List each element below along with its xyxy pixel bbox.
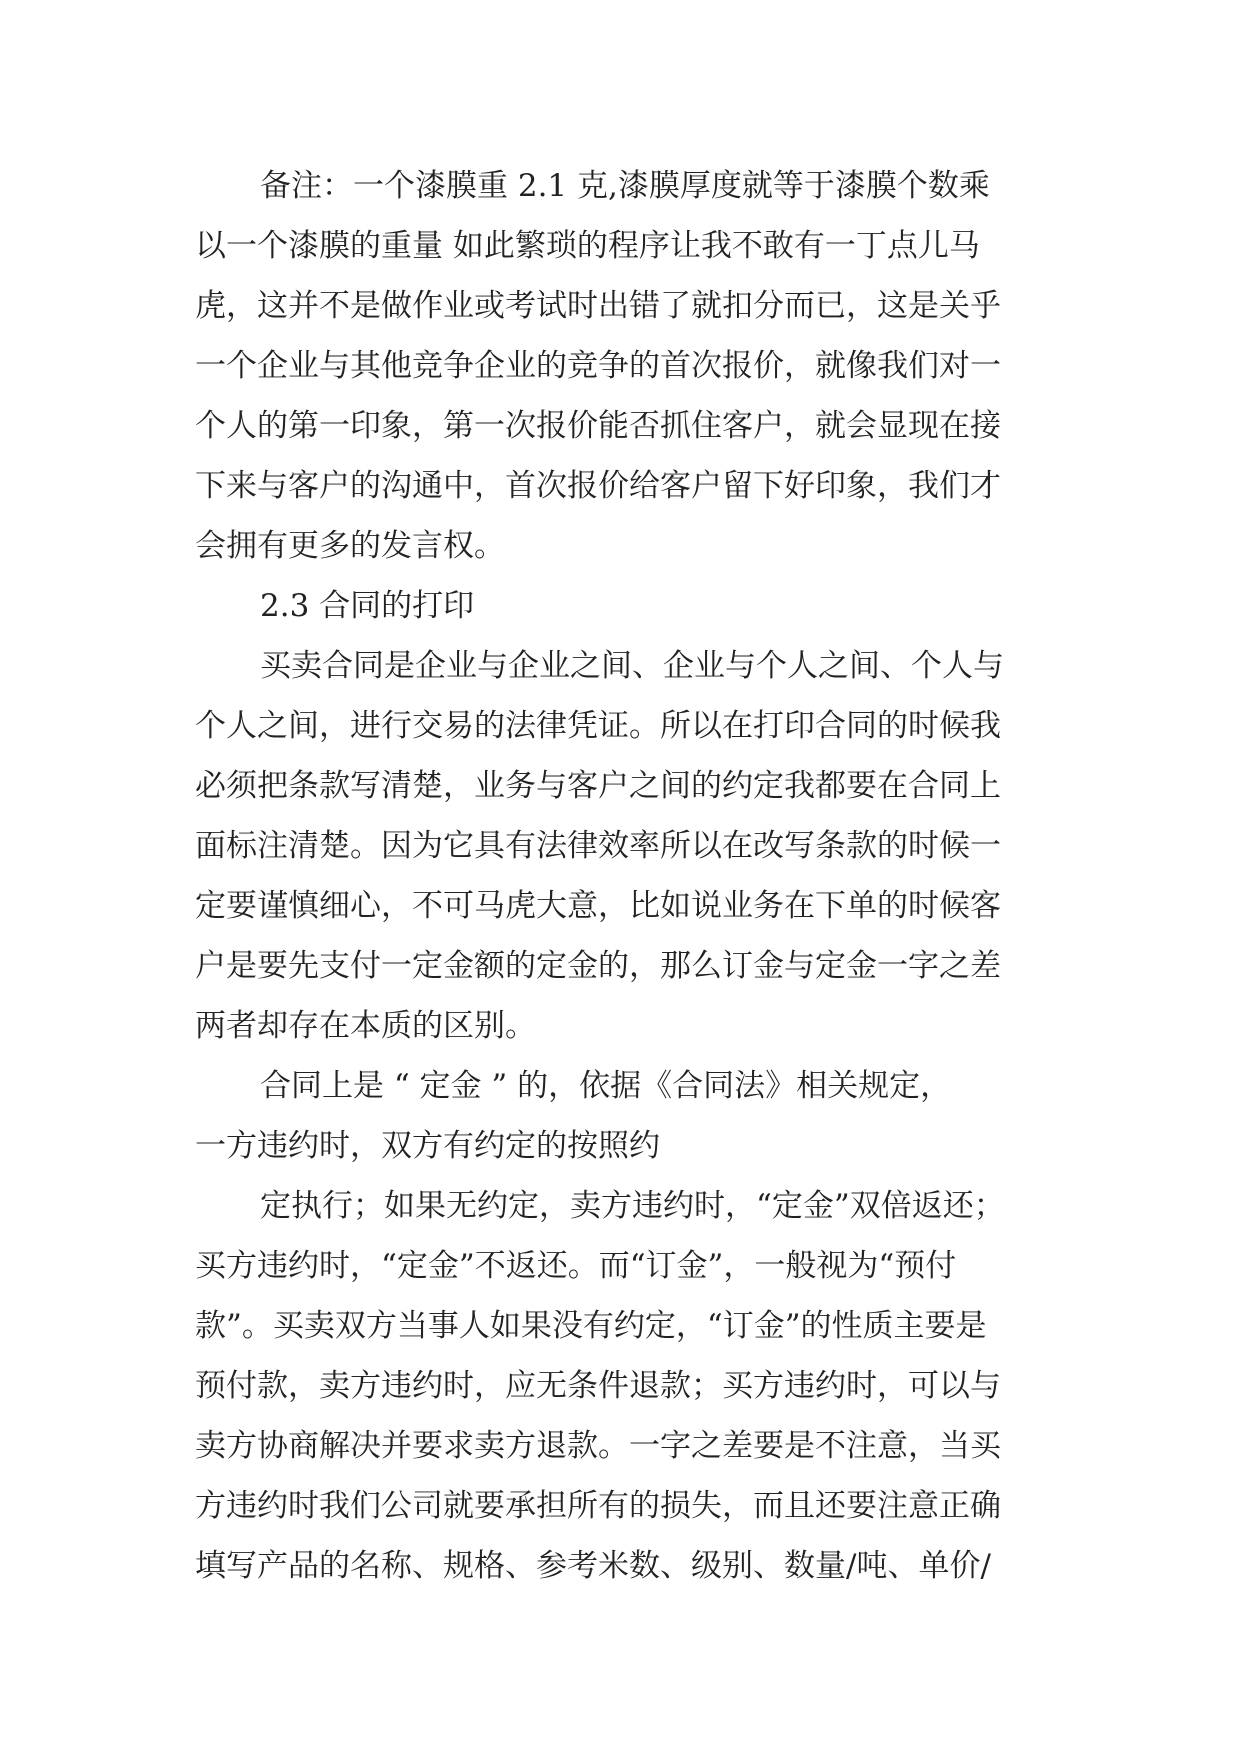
text-line-14: 户是要先支付一定金额的定金的，那么订金与定金一字之差 — [195, 948, 1001, 984]
text-line-3: 虎，这并不是做作业或考试时出错了就扣分而已，这是关乎 — [195, 288, 1001, 324]
text-line-21: 预付款，卖方违约时，应无条件退款；买方违约时，可以与 — [195, 1368, 1001, 1404]
text-line-9: 买卖合同是企业与企业之间、企业与个人之间、个人与 — [260, 648, 1004, 684]
text-line-10: 个人之间，进行交易的法律凭证。所以在打印合同的时候我 — [195, 708, 1001, 744]
section-heading: 2.3 合同的打印 — [260, 588, 475, 624]
text-line-18: 定执行；如果无约定，卖方违约时，“定金”双倍返还； — [260, 1188, 1005, 1224]
text-line-7: 会拥有更多的发言权。 — [195, 528, 505, 564]
text-line-17: 一方违约时，双方有约定的按照约 — [195, 1128, 660, 1164]
text-line-4: 一个企业与其他竞争企业的竞争的首次报价，就像我们对一 — [195, 348, 1001, 384]
text-line-24: 填写产品的名称、规格、参考米数、级别、数量/吨、单价/ — [195, 1548, 991, 1584]
text-line-11: 必须把条款写清楚，业务与客户之间的约定我都要在合同上 — [195, 768, 1001, 804]
text-line-12: 面标注清楚。因为它具有法律效率所以在改写条款的时候一 — [195, 828, 1001, 864]
text-line-5: 个人的第一印象，第一次报价能否抓住客户，就会显现在接 — [195, 408, 1001, 444]
text-line-1: 备注：一个漆膜重 2.1 克,漆膜厚度就等于漆膜个数乘 — [260, 168, 990, 204]
text-line-22: 卖方协商解决并要求卖方退款。一字之差要是不注意，当买 — [195, 1428, 1001, 1464]
text-line-13: 定要谨慎细心，不可马虎大意，比如说业务在下单的时候客 — [195, 888, 1001, 924]
text-line-16: 合同上是 “ 定金 ” 的，依据《合同法》相关规定， — [260, 1068, 952, 1104]
text-line-6: 下来与客户的沟通中，首次报价给客户留下好印象，我们才 — [195, 468, 1001, 504]
text-line-20: 款”。买卖双方当事人如果没有约定，“订金”的性质主要是 — [195, 1308, 987, 1344]
text-line-19: 买方违约时，“定金”不返还。而“订金”，一般视为“预付 — [195, 1248, 957, 1284]
text-line-2: 以一个漆膜的重量 如此繁琐的程序让我不敢有一丁点儿马 — [195, 228, 980, 264]
text-line-23: 方违约时我们公司就要承担所有的损失，而且还要注意正确 — [195, 1488, 1001, 1524]
text-line-15: 两者却存在本质的区别。 — [195, 1008, 536, 1044]
